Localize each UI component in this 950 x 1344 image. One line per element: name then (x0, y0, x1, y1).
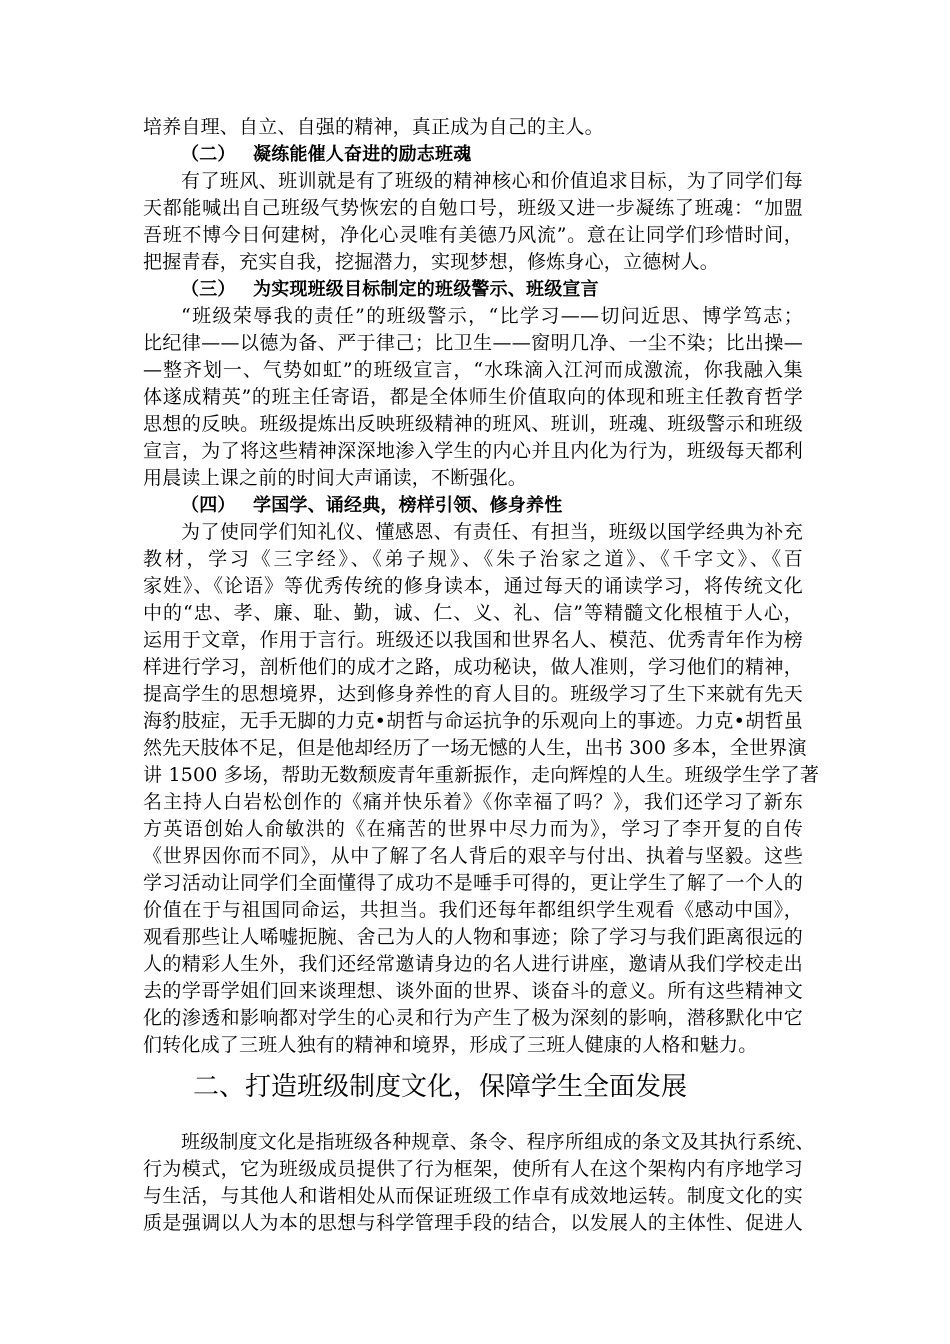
chapter-heading: 二、打造班级制度文化，保障学生全面发展 (193, 1072, 688, 1102)
paragraph-line: 质是强调以人为本的思想与科学管理手段的结合，以发展人的主体性、促进人 (143, 1212, 803, 1234)
paragraph-line: —整齐划一、气势如虹”的班级宣言，“水珠滴入江河而成激流，你我融入集 (143, 359, 803, 381)
paragraph-line: 《世界因你而不同》，从中了解了名人背后的艰辛与付出、执着与坚毅。这些 (143, 845, 803, 867)
section-3-heading (181, 276, 599, 303)
paragraph-line: 比纪律——以德为备、严于律己；比卫生——窗明几净、一尘不染；比出操— (143, 332, 803, 354)
paragraph-line: 教材，学习《三字经》、《弟子规》、《朱子治家之道》、《千字文》、《百 (143, 548, 803, 570)
paragraph-line: 然先天肢体不足，但是他却经历了一场无憾的人生，出书 300 多本，全世界演 (143, 737, 807, 759)
paragraph-line: 用晨读上课之前的时间大声诵读，不断强化。 (143, 467, 528, 489)
paragraph-line: 家姓》、《论语》等优秀传统的修身读本，通过每天的诵读学习，将传统文化 (143, 575, 803, 597)
paragraph-line: 讲 1500 多场，帮助无数颓废青年重新振作，走向辉煌的人生。班级学生学了著 (143, 764, 820, 786)
paragraph-line: 们转化成了三班人独有的精神和境界，形成了三班人健康的人格和魅力。 (143, 1034, 758, 1056)
paragraph-line: 去的学哥学姐们回来谈理想、谈外面的世界、谈奋斗的意义。所有这些精神文 (143, 980, 803, 1002)
section-title: 为实现班级目标制定的班级警示、班级宣言 (253, 279, 599, 300)
section-number: （二） (181, 144, 236, 165)
paragraph-line: 化的渗透和影响都对学生的心灵和行为产生了极为深刻的影响，潜移默化中它 (143, 1007, 803, 1029)
paragraph-line: 运用于文章，作用于言行。班级还以我国和世界名人、模范、优秀青年作为榜 (143, 629, 803, 651)
section-4-heading (181, 492, 562, 519)
paragraph-line: “班级荣辱我的责任”的班级警示，“比学习——切问近思、博学笃志； (181, 305, 803, 327)
paragraph-line: 提高学生的思想境界，达到修身养性的育人目的。班级学习了生下来就有先天 (143, 683, 803, 705)
paragraph-line: 方英语创始人俞敏洪的《在痛苦的世界中尽力而为》，学习了李开复的自传 (143, 818, 803, 840)
paragraph-line: 海豹肢症，无手无脚的力克•胡哲与命运抗争的乐观向上的事迹。力克•胡哲虽 (143, 710, 803, 732)
paragraph-line: 思想的反映。班级提炼出反映班级精神的班风、班训，班魂、班级警示和班级 (143, 413, 803, 435)
paragraph-line: 天都能喊出自己班级气势恢宏的自勉口号，班级又进一步凝练了班魂：“加盟 (143, 197, 803, 219)
paragraph-line: 观看那些让人唏嘘扼腕、舍己为人的人物和事迹；除了学习与我们距离很远的 (143, 926, 803, 948)
section-2-heading (181, 141, 471, 168)
paragraph-line: 行为模式，它为班级成员提供了行为框架，使所有人在这个架构内有序地学习 (143, 1158, 803, 1180)
paragraph-line: 吾班不博今日何建树，净化心灵唯有美德乃风流”。意在让同学们珍惜时间， (143, 224, 803, 246)
section-title: 凝练能催人奋进的励志班魂 (253, 144, 472, 165)
paragraph-line: 与生活，与其他人和谐相处从而保证班级工作卓有成效地运转。制度文化的实 (143, 1185, 803, 1207)
paragraph-line: 人的精彩人生外，我们还经常邀请身边的名人进行讲座，邀请从我们学校走出 (143, 953, 803, 975)
section-number: （三） (181, 279, 236, 300)
paragraph-line: 班级制度文化是指班级各种规章、条令、程序所组成的条文及其执行系统、 (181, 1131, 815, 1153)
paragraph-line: 中的“忠、孝、廉、耻、勤，诚、仁、义、礼、信”等精髓文化根植于人心， (143, 602, 803, 624)
paragraph-line: 体遂成精英”的班主任寄语，都是全体师生价值取向的体现和班主任教育哲学 (143, 386, 803, 408)
paragraph-line: 学习活动让同学们全面懂得了成功不是唾手可得的，更让学生了解了一个人的 (143, 872, 803, 894)
intro-line: 培养自理、自立、自强的精神，真正成为自己的主人。 (143, 116, 604, 138)
paragraph-line: 名主持人白岩松创作的《痛并快乐着》《你幸福了吗？》，我们还学习了新东 (143, 791, 803, 813)
section-number: （四） (181, 495, 236, 516)
paragraph-line: 把握青春，充实自我，挖掘潜力，实现梦想，修炼身心，立德树人。 (143, 251, 720, 273)
paragraph-line: 为了使同学们知礼仪、懂感恩、有责任、有担当，班级以国学经典为补充 (181, 521, 803, 543)
section-title: 学国学、诵经典，榜样引领、修身养性 (253, 495, 563, 516)
paragraph-line: 有了班风、班训就是有了班级的精神核心和价值追求目标，为了同学们每 (181, 170, 803, 192)
paragraph-line: 价值在于与祖国同命运，共担当。我们还每年都组织学生观看《感动中国》， (143, 899, 803, 921)
paragraph-line: 样进行学习，剖析他们的成才之路，成功秘诀，做人准则，学习他们的精神， (143, 656, 803, 678)
paragraph-line: 宣言，为了将这些精神深深地渗入学生的内心并且内化为行为，班级每天都利 (143, 440, 803, 462)
